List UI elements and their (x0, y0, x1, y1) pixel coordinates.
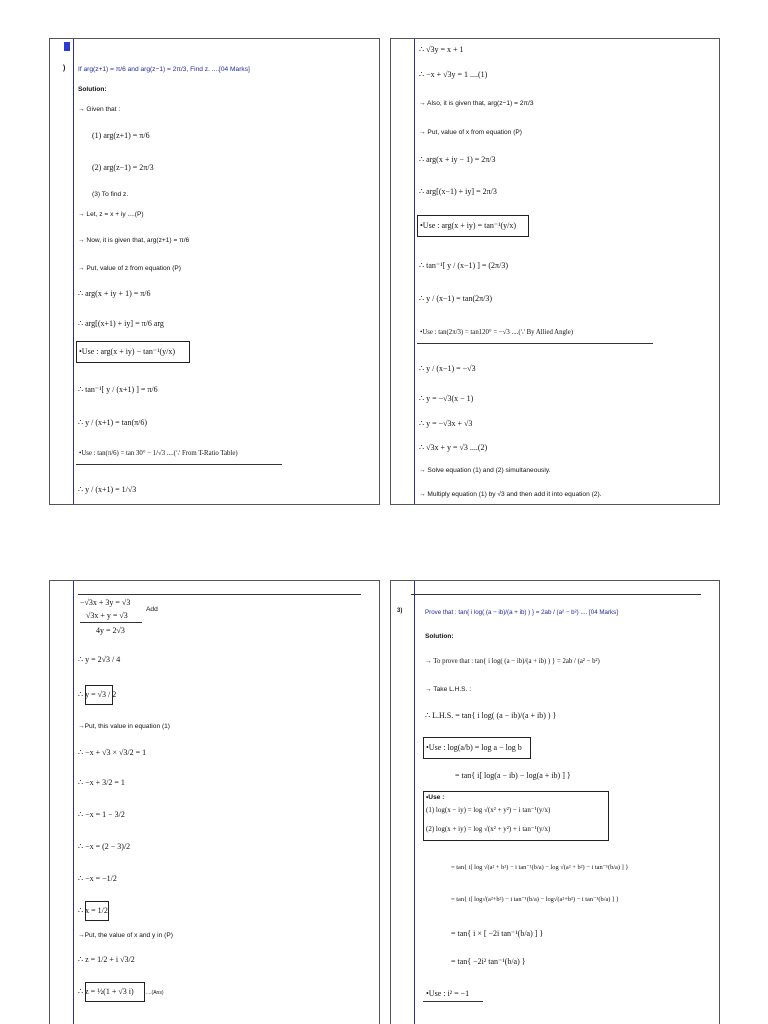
step-line: = tan{ i[ log(a − ib) − log(a + ib) ] } (455, 771, 571, 780)
page-panel-4 (390, 580, 720, 1024)
step-line: ∴ x = 1/2 (78, 906, 108, 915)
add-label: Add (146, 606, 158, 613)
step-line: ∴ √3x + y = √3 ....(2) (419, 443, 488, 452)
step-line: √3x + y = √3 (86, 611, 128, 620)
step-line: ∴ √3y = x + 1 (419, 45, 464, 54)
solution-heading: Solution: (425, 633, 454, 640)
step-line: →Put, the value of x and y in (P) (78, 932, 173, 939)
margin-rule (414, 581, 415, 1024)
formula-line: •Use : arg(x + iy) − tan⁻¹(y/x) (79, 347, 176, 356)
question-number: ) (63, 65, 66, 72)
top-rule (78, 594, 361, 595)
step-line: ∴ y = √3 / 2 (78, 690, 117, 699)
step-line: ∴ tan⁻¹[ y / (x−1) ] = (2π/3) (419, 261, 508, 270)
formula-line: (2) log(x + iy) = log √(x² + y²) + i tan⁻¹(y/x) (426, 825, 551, 833)
step-line: ∴ z = 1/2 + i √3/2 (78, 955, 135, 964)
step-line: ∴ y = −√3x + √3 (419, 419, 473, 428)
step-line: (1) arg(z+1) = π/6 (92, 131, 150, 140)
step-line: = tan{ i × [ −2i tan⁻¹(b/a) ] } (451, 929, 544, 938)
question-text: Prove that : tan{ i log( (a − ib)/(a + ib) ) } = 2ab / (a² − b²) .... [04 Marks] (425, 609, 618, 616)
formula-line: •Use : arg(x + iy) = tan⁻¹(y/x) (420, 221, 517, 230)
step-line: ∴ arg(x + iy + 1) = π/6 (78, 289, 151, 298)
step-line: ∴ −x = 1 − 3/2 (78, 810, 125, 819)
step-line: = tan{ −2i² tan⁻¹(b/a) } (451, 957, 526, 966)
ans-tag: ....(Ans) (146, 990, 164, 996)
question-number: 3) (397, 608, 403, 614)
solution-heading: Solution: (78, 86, 107, 93)
step-line: → Also, it is given that, arg(z−1) = 2π/3 (419, 100, 534, 107)
step-line: ∴ y / (x−1) = tan(2π/3) (419, 294, 493, 303)
step-line: ∴ y / (x−1) = −√3 (419, 364, 476, 373)
step-line: ∴ arg[(x−1) + iy] = 2π/3 (419, 187, 497, 196)
margin-rule (73, 39, 74, 504)
formula-underline (417, 343, 653, 344)
formula-underline (423, 1001, 483, 1002)
step-line: ∴ y / (x+1) = tan(π/6) (78, 418, 148, 427)
step-line: → Put, value of x from equation (P) (419, 129, 522, 136)
step-line: ∴ −x + √3y = 1 ....(1) (419, 70, 488, 79)
step-line: −√3x + 3y = √3 (80, 598, 131, 607)
step-line: ∴ arg(x + iy − 1) = 2π/3 (419, 155, 496, 164)
formula-line: •Use : log(a/b) = log a − log b (426, 743, 522, 752)
step-line: (2) arg(z−1) = 2π/3 (92, 163, 154, 172)
final-answer: ∴ z = ½(1 + √3 i) (78, 987, 134, 996)
step-line: → Now, it is given that, arg(z+1) = π/6 (78, 237, 190, 244)
step-line: → Multiply equation (1) by √3 and then add it into equation (2). (419, 491, 602, 498)
step-line: → Given that : (78, 106, 121, 113)
formula-heading: •Use : (426, 794, 445, 801)
page-panel-3 (49, 580, 380, 1024)
formula-underline (76, 464, 282, 465)
margin-rule (414, 39, 415, 504)
formula-line: •Use : tan(2π/3) = tan120° = −√3 ....(∵ By Allied Angle) (420, 329, 574, 336)
step-line: 4y = 2√3 (96, 626, 125, 635)
step-line: → Solve equation (1) and (2) simultaneously. (419, 467, 551, 474)
question-text: If arg(z+1) = π/6 and arg(z−1) = 2π/3, Find z. ....[04 Marks] (78, 66, 250, 73)
step-line: (3) To find z. (92, 191, 129, 198)
formula-line: (1) log(x − iy) = log √(x² + y²) − i tan⁻¹(y/x) (426, 806, 551, 814)
step-line: ∴ y = −√3(x − 1) (419, 394, 474, 403)
margin-rule (73, 581, 74, 1024)
step-line: ∴ L.H.S. = tan{ i log( (a − ib)/(a + ib) ) } (425, 711, 557, 720)
formula-line: •Use : i² = −1 (426, 989, 470, 998)
step-line: → Let, z = x + iy ....(P) (78, 211, 144, 218)
top-rule (411, 594, 701, 595)
step-line: ∴ −x + √3 × √3/2 = 1 (78, 748, 147, 757)
formula-line: •Use : tan(π/6) = tan 30° − 1/√3 ....(∵ From T-Ratio Table) (79, 450, 238, 457)
page-panel-1 (49, 38, 380, 505)
cursor-highlight (64, 42, 70, 51)
step-line: = tan{ i[ log√(a²+b²) − i tan⁻¹(b/a) − log√(a²+b²) − i tan⁻¹(b/a) ] } (451, 896, 619, 903)
step-line: →Put, this value in equation (1) (78, 723, 170, 730)
page-panel-2 (390, 38, 720, 505)
step-line: → Take L.H.S. : (425, 686, 472, 693)
step-line: ∴ arg[(x+1) + iy] = π/6 arg (78, 319, 164, 328)
sum-rule (80, 622, 142, 623)
step-line: ∴ −x = (2 − 3)/2 (78, 842, 131, 851)
step-line: ∴ −x = −1/2 (78, 874, 117, 883)
step-line: → To prove that : tan{ i log( (a − ib)/(a + ib) ) } = 2ab / (a² − b²) (425, 658, 600, 665)
step-line: = tan{ i[ log √(a² + b²) − i tan⁻¹(b/a) − log √(a² + b²) − i tan⁻¹(b/a) ] } (451, 864, 629, 871)
step-line: ∴ y / (x+1) = 1/√3 (78, 485, 137, 494)
step-line: ∴ y = 2√3 / 4 (78, 655, 121, 664)
step-line: ∴ −x + 3/2 = 1 (78, 778, 125, 787)
step-line: → Put, value of z from equation (P) (78, 265, 181, 272)
step-line: ∴ tan⁻¹[ y / (x+1) ] = π/6 (78, 385, 158, 394)
